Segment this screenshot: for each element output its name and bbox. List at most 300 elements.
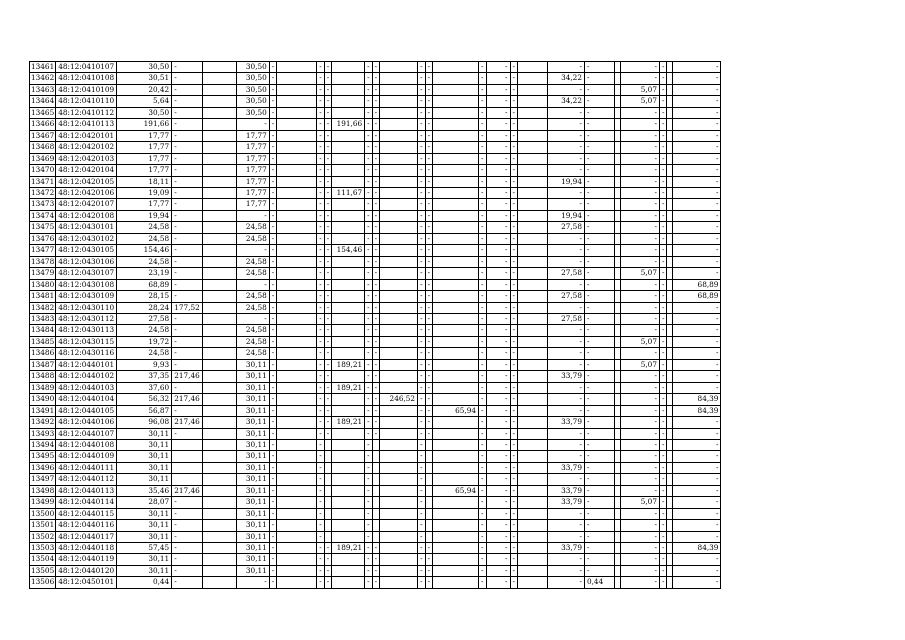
table-cell	[433, 554, 479, 565]
table-cell	[202, 291, 236, 302]
table-cell	[517, 187, 547, 198]
table-cell	[277, 199, 317, 210]
table-cell: -	[479, 245, 486, 256]
table-cell: 17,77	[117, 199, 172, 210]
table-cell	[433, 210, 479, 221]
table-cell	[517, 439, 547, 450]
table-cell: -	[372, 313, 379, 324]
table-cell: -	[673, 577, 721, 588]
table-cell: 48:12:0440101	[56, 359, 117, 370]
table-cell: 48:12:0440118	[56, 543, 117, 554]
table-cell: -	[673, 439, 721, 450]
table-cell: -	[659, 96, 666, 107]
table-cell: -	[584, 268, 614, 279]
table-cell: -	[324, 382, 331, 393]
table-cell: -	[620, 428, 659, 439]
table-cell: -	[425, 256, 432, 267]
table-cell: -	[365, 428, 372, 439]
table-cell: -	[486, 371, 510, 382]
table-cell	[517, 279, 547, 290]
table-cell: 19,94	[547, 176, 584, 187]
table-cell: -	[547, 302, 584, 313]
table-cell: -	[172, 153, 203, 164]
table-cell	[277, 210, 317, 221]
table-cell: -	[425, 543, 432, 554]
table-cell: 17,77	[236, 199, 269, 210]
table-cell	[202, 62, 236, 73]
table-cell: -	[479, 268, 486, 279]
table-cell	[517, 428, 547, 439]
table-cell	[202, 417, 236, 428]
table-cell: -	[659, 462, 666, 473]
table-cell: -	[620, 371, 659, 382]
table-cell: -	[547, 577, 584, 588]
table-cell: -	[365, 520, 372, 531]
table-cell: -	[365, 187, 372, 198]
table-cell	[380, 428, 418, 439]
table-cell: -	[510, 96, 517, 107]
table-cell	[433, 119, 479, 130]
table-cell: 13503	[31, 543, 55, 553]
table-cell: -	[547, 84, 584, 95]
table-cell: -	[673, 210, 721, 221]
table-cell	[332, 428, 365, 439]
table-cell: 13487	[31, 359, 55, 369]
table-cell	[517, 73, 547, 84]
table-cell: -	[547, 382, 584, 393]
table-cell	[372, 462, 379, 473]
table-cell: -	[673, 451, 721, 462]
table-cell: 246,52	[380, 394, 418, 405]
table-cell: 13494	[31, 439, 55, 449]
table-cell: -	[510, 73, 517, 84]
table-cell: 30,11	[117, 428, 172, 439]
table-cell	[433, 222, 479, 233]
table-cell	[277, 62, 317, 73]
table-cell	[380, 565, 418, 576]
table-cell: -	[584, 554, 614, 565]
table-cell: -	[479, 233, 486, 244]
table-cell	[425, 520, 432, 531]
table-cell: 30,11	[236, 394, 269, 405]
table-cell: -	[372, 325, 379, 336]
table-cell: -	[673, 348, 721, 359]
table-cell: -	[584, 73, 614, 84]
table-cell: -	[547, 439, 584, 450]
table-cell: 13469	[31, 153, 55, 163]
table-cell: 24,58	[117, 222, 172, 233]
table-cell: -	[425, 577, 432, 588]
table-cell: -	[172, 222, 203, 233]
table-cell	[332, 268, 365, 279]
table-cell: -	[365, 348, 372, 359]
table-cell: -	[584, 96, 614, 107]
table-cell	[517, 325, 547, 336]
table-cell: -	[510, 348, 517, 359]
table-cell: -	[425, 165, 432, 176]
table-cell: -	[372, 577, 379, 588]
table-cell: -	[510, 268, 517, 279]
table-row	[30, 302, 721, 313]
table-cell	[517, 531, 547, 542]
table-cell: -	[324, 107, 331, 118]
table-cell: -	[486, 359, 510, 370]
table-cell: -	[584, 107, 614, 118]
table-cell: -	[486, 565, 510, 576]
table-cell	[425, 497, 432, 508]
table-cell: 84,39	[673, 405, 721, 416]
table-cell	[380, 245, 418, 256]
table-cell: -	[269, 302, 276, 313]
table-cell: -	[510, 417, 517, 428]
table-row	[30, 84, 721, 95]
table-cell	[517, 462, 547, 473]
table-cell: -	[317, 359, 324, 370]
table-cell: -	[479, 84, 486, 95]
table-cell: -	[418, 199, 425, 210]
table-row	[30, 187, 721, 198]
table-cell: -	[418, 439, 425, 450]
table-cell: -	[479, 497, 486, 508]
table-cell	[433, 291, 479, 302]
table-cell: -	[372, 222, 379, 233]
table-cell: -	[269, 371, 276, 382]
table-cell: 13505	[31, 565, 55, 575]
table-cell: 13475	[31, 222, 55, 232]
table-cell	[332, 336, 365, 347]
table-cell: -	[547, 187, 584, 198]
table-cell: -	[510, 554, 517, 565]
table-cell: -	[620, 279, 659, 290]
table-cell: -	[365, 405, 372, 416]
table-cell: -	[269, 531, 276, 542]
table-cell: 13473	[31, 199, 55, 209]
table-cell: -	[372, 543, 379, 554]
table-cell: 24,58	[236, 222, 269, 233]
table-cell	[277, 119, 317, 130]
table-cell: 13501	[31, 520, 55, 530]
table-cell: 30,11	[236, 451, 269, 462]
table-cell: 48:12:0420105	[56, 176, 117, 187]
table-cell: -	[365, 84, 372, 95]
table-cell: 13504	[31, 554, 55, 564]
table-cell: 13479	[31, 268, 55, 278]
table-cell	[332, 462, 365, 473]
table-cell	[380, 165, 418, 176]
table-row	[30, 96, 721, 107]
table-cell	[202, 520, 236, 531]
table-cell: -	[547, 199, 584, 210]
table-cell: 189,21	[332, 382, 365, 393]
table-cell: 24,58	[236, 268, 269, 279]
table-cell: -	[486, 62, 510, 73]
table-cell: -	[620, 176, 659, 187]
table-cell	[202, 485, 236, 496]
table-cell: -	[479, 119, 486, 130]
table-cell: -	[547, 474, 584, 485]
table-cell: -	[418, 428, 425, 439]
table-cell	[277, 245, 317, 256]
table-cell	[433, 165, 479, 176]
table-cell: -	[418, 554, 425, 565]
table-cell: 13480	[31, 279, 55, 289]
table-cell: -	[269, 142, 276, 153]
table-row	[30, 405, 721, 416]
table-cell: 5,64	[117, 96, 172, 107]
table-cell: -	[269, 462, 276, 473]
table-row	[30, 371, 721, 382]
table-cell	[202, 199, 236, 210]
table-cell: -	[236, 245, 269, 256]
table-cell: -	[479, 531, 486, 542]
table-cell: -	[620, 62, 659, 73]
table-cell	[332, 565, 365, 576]
table-cell: -	[659, 279, 666, 290]
table-cell: -	[486, 520, 510, 531]
table-cell: -	[510, 165, 517, 176]
table-cell: -	[425, 233, 432, 244]
table-cell: -	[269, 325, 276, 336]
table-cell: 30,11	[236, 439, 269, 450]
table-cell: 57,45	[117, 543, 172, 554]
table-cell: -	[317, 291, 324, 302]
table-cell: -	[418, 165, 425, 176]
table-cell	[425, 508, 432, 519]
table-cell: -	[317, 462, 324, 473]
table-cell: 48:12:0420106	[56, 187, 117, 198]
table-cell: -	[479, 210, 486, 221]
table-cell: -	[365, 302, 372, 313]
table-cell: 84,39	[673, 543, 721, 554]
table-cell: 24,58	[236, 233, 269, 244]
table-cell: -	[324, 348, 331, 359]
table-cell: -	[479, 222, 486, 233]
table-cell	[277, 187, 317, 198]
table-cell: -	[418, 302, 425, 313]
table-cell	[425, 451, 432, 462]
table-cell	[277, 348, 317, 359]
table-cell: 19,94	[547, 210, 584, 221]
table-cell	[433, 520, 479, 531]
table-cell: -	[317, 508, 324, 519]
table-cell: 33,79	[547, 497, 584, 508]
table-cell: -	[324, 554, 331, 565]
table-cell: 30,11	[236, 371, 269, 382]
table-cell	[433, 336, 479, 347]
table-cell: -	[324, 325, 331, 336]
table-cell: -	[620, 256, 659, 267]
table-cell	[380, 199, 418, 210]
table-cell	[433, 474, 479, 485]
table-cell: -	[365, 222, 372, 233]
table-cell: 35,46	[117, 485, 172, 496]
table-cell: -	[584, 462, 614, 473]
table-cell: 111,67	[332, 187, 365, 198]
table-cell	[332, 577, 365, 588]
table-cell: -	[372, 394, 379, 405]
table-cell: -	[372, 359, 379, 370]
table-cell: -	[673, 142, 721, 153]
table-cell: -	[510, 130, 517, 141]
table-row	[30, 485, 721, 496]
table-cell: -	[584, 279, 614, 290]
table-cell: -	[620, 543, 659, 554]
table-cell: -	[673, 176, 721, 187]
table-cell: -	[479, 382, 486, 393]
table-cell: -	[659, 107, 666, 118]
table-cell	[380, 371, 418, 382]
table-cell: -	[584, 291, 614, 302]
table-cell	[277, 222, 317, 233]
table-cell: -	[486, 130, 510, 141]
table-cell: -	[365, 565, 372, 576]
table-cell: -	[269, 485, 276, 496]
table-cell: -	[317, 187, 324, 198]
table-cell: -	[673, 62, 721, 73]
table-cell: -	[659, 84, 666, 95]
table-cell: -	[659, 543, 666, 554]
table-cell: -	[269, 119, 276, 130]
table-cell: -	[365, 359, 372, 370]
table-cell	[332, 348, 365, 359]
table-cell: -	[547, 348, 584, 359]
table-cell	[332, 107, 365, 118]
table-cell: -	[317, 543, 324, 554]
table-cell: -	[584, 62, 614, 73]
table-cell: -	[418, 462, 425, 473]
table-cell: -	[172, 268, 203, 279]
table-cell: -	[317, 73, 324, 84]
table-cell	[433, 313, 479, 324]
table-cell: 27,58	[547, 268, 584, 279]
table-cell	[425, 485, 432, 496]
table-cell: 189,21	[332, 543, 365, 554]
table-cell: -	[172, 119, 203, 130]
table-cell	[380, 222, 418, 233]
table-cell: -	[372, 428, 379, 439]
table-cell	[277, 543, 317, 554]
table-cell	[433, 245, 479, 256]
table-cell: -	[324, 359, 331, 370]
table-cell: -	[620, 313, 659, 324]
table-row	[30, 543, 721, 554]
table-cell: -	[172, 565, 203, 576]
table-cell: -	[418, 359, 425, 370]
table-cell: -	[486, 256, 510, 267]
table-cell: 13493	[31, 428, 55, 438]
table-cell: -	[317, 302, 324, 313]
table-cell: -	[673, 199, 721, 210]
table-cell: 30,11	[117, 508, 172, 519]
table-cell: -	[479, 313, 486, 324]
table-cell	[277, 508, 317, 519]
table-cell	[277, 107, 317, 118]
table-cell	[517, 222, 547, 233]
table-cell: -	[479, 187, 486, 198]
table-cell: 13463	[31, 84, 55, 94]
table-cell: -	[172, 73, 203, 84]
table-cell: -	[659, 405, 666, 416]
table-cell: -	[172, 531, 203, 542]
table-cell: -	[269, 84, 276, 95]
table-cell: -	[510, 119, 517, 130]
table-row	[30, 119, 721, 130]
table-cell: -	[324, 84, 331, 95]
table-cell: -	[372, 199, 379, 210]
table-cell: -	[479, 428, 486, 439]
table-cell: -	[584, 405, 614, 416]
table-cell	[277, 256, 317, 267]
table-cell: -	[365, 73, 372, 84]
table-cell: -	[365, 256, 372, 267]
table-cell: 30,11	[236, 485, 269, 496]
table-cell: -	[486, 485, 510, 496]
table-row	[30, 130, 721, 141]
table-cell: -	[372, 165, 379, 176]
table-cell: -	[510, 359, 517, 370]
table-cell: -	[510, 520, 517, 531]
table-cell: -	[372, 417, 379, 428]
table-cell: -	[486, 187, 510, 198]
table-cell	[517, 382, 547, 393]
table-cell: 48:12:0440107	[56, 428, 117, 439]
table-cell: -	[425, 73, 432, 84]
table-cell: -	[584, 142, 614, 153]
table-cell	[277, 520, 317, 531]
table-cell: -	[620, 417, 659, 428]
table-cell: -	[425, 142, 432, 153]
table-cell: -	[425, 302, 432, 313]
table-cell	[517, 394, 547, 405]
table-cell: 27,58	[547, 313, 584, 324]
table-body	[30, 62, 721, 589]
table-cell: -	[372, 336, 379, 347]
table-cell: -	[510, 543, 517, 554]
table-cell	[433, 199, 479, 210]
table-cell	[202, 119, 236, 130]
table-cell: -	[479, 405, 486, 416]
table-cell: -	[673, 531, 721, 542]
table-cell: -	[510, 245, 517, 256]
table-cell: 13462	[31, 73, 55, 83]
table-cell	[277, 554, 317, 565]
table-cell	[202, 268, 236, 279]
table-cell: -	[659, 268, 666, 279]
table-cell: -	[547, 394, 584, 405]
table-cell: -	[418, 520, 425, 531]
table-cell: 48:12:0440106	[56, 417, 117, 428]
table-cell: -	[418, 153, 425, 164]
table-cell: -	[584, 428, 614, 439]
table-cell: -	[172, 520, 203, 531]
table-cell: -	[620, 291, 659, 302]
table-cell: -	[659, 554, 666, 565]
table-cell: -	[510, 474, 517, 485]
table-cell	[332, 96, 365, 107]
table-cell: -	[486, 302, 510, 313]
table-cell	[433, 462, 479, 473]
table-cell	[433, 107, 479, 118]
table-row	[30, 313, 721, 324]
table-cell: 17,77	[117, 165, 172, 176]
table-cell: -	[673, 554, 721, 565]
table-cell: -	[673, 371, 721, 382]
table-cell	[517, 474, 547, 485]
table-cell	[517, 520, 547, 531]
table-cell: -	[547, 279, 584, 290]
table-cell: -	[418, 268, 425, 279]
table-cell: -	[584, 439, 614, 450]
